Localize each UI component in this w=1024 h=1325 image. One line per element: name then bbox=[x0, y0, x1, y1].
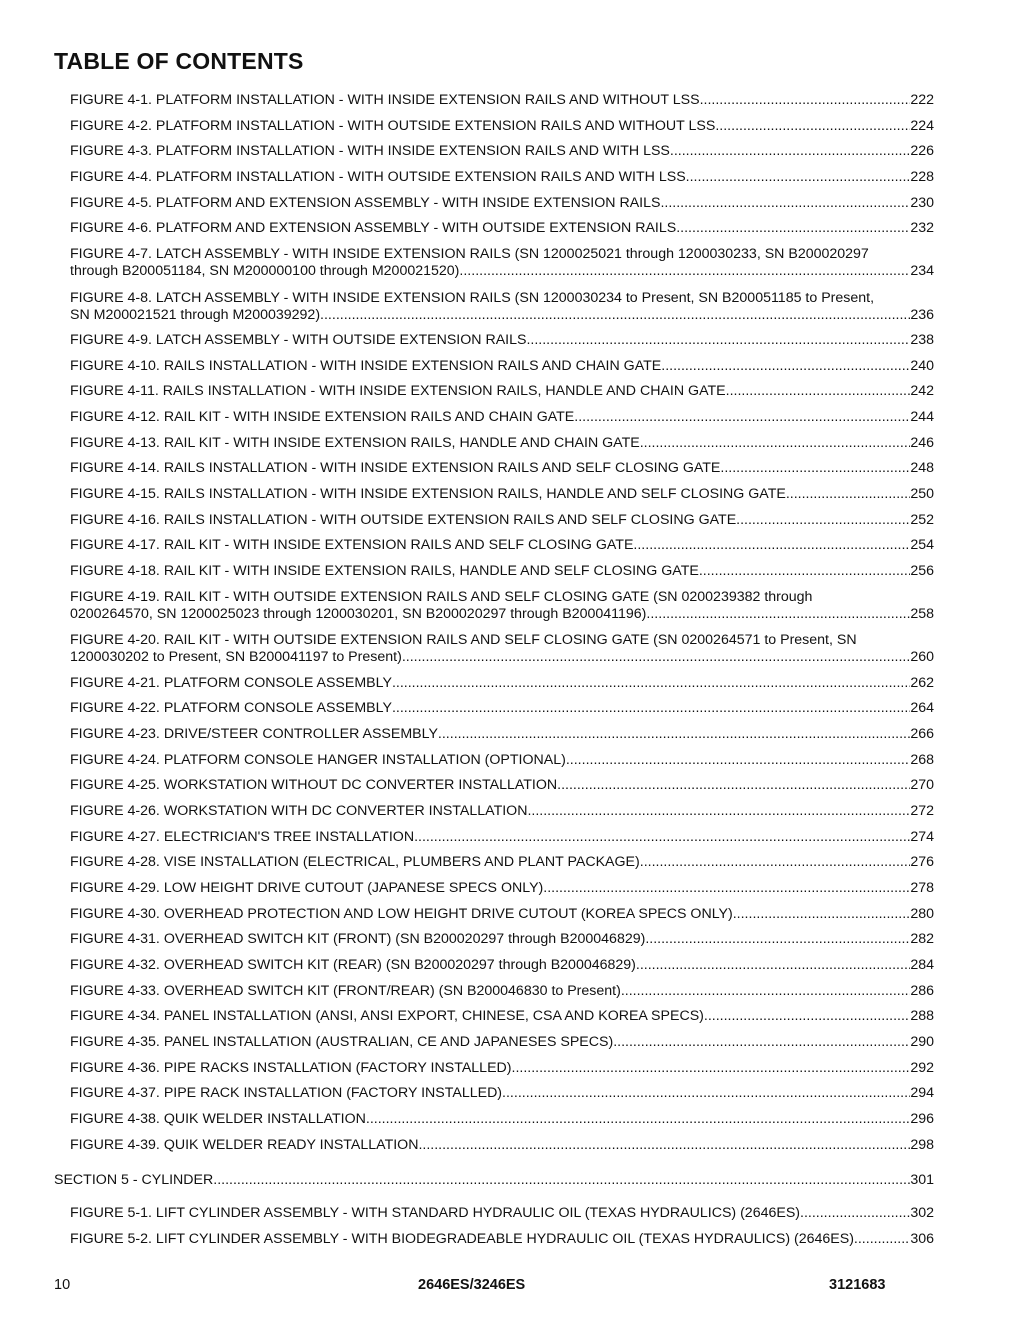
footer-doc-number: 3121683 bbox=[829, 1277, 886, 1293]
toc-entry-title: FIGURE 4-39. QUIK WELDER READY INSTALLATION bbox=[70, 1137, 419, 1153]
dot-leader bbox=[640, 854, 911, 871]
toc-entry-title: FIGURE 4-32. OVERHEAD SWITCH KIT (REAR) (SN B200020297 through B200046829) bbox=[70, 957, 636, 973]
dot-leader bbox=[633, 537, 910, 554]
toc-entry-page-number: 254 bbox=[910, 537, 934, 553]
toc-entry-page-number: 262 bbox=[910, 675, 934, 691]
dot-leader bbox=[527, 803, 910, 820]
dot-leader bbox=[320, 307, 910, 324]
toc-entry-title: FIGURE 4-24. PLATFORM CONSOLE HANGER INSTALLATION (OPTIONAL) bbox=[70, 752, 566, 768]
toc-figure-entry[interactable] bbox=[70, 1205, 934, 1222]
toc-entry-page-number: 298 bbox=[910, 1137, 934, 1153]
toc-figure-entry[interactable] bbox=[70, 803, 934, 820]
toc-figure-entry[interactable] bbox=[70, 486, 934, 503]
page-title: TABLE OF CONTENTS bbox=[54, 48, 304, 74]
toc-figure-entry[interactable] bbox=[70, 777, 934, 794]
toc-section-entry[interactable] bbox=[54, 1172, 934, 1189]
toc-entry-title: FIGURE 4-28. VISE INSTALLATION (ELECTRICAL, PLUMBERS AND PLANT PACKAGE) bbox=[70, 854, 640, 870]
toc-entry-title: FIGURE 4-33. OVERHEAD SWITCH KIT (FRONT/REAR) (SN B200046830 to Present) bbox=[70, 983, 621, 999]
toc-entry-title: FIGURE 4-2. PLATFORM INSTALLATION - WITH OUTSIDE EXTENSION RAILS AND WITHOUT LSS bbox=[70, 118, 716, 134]
toc-figure-entry[interactable] bbox=[70, 1008, 934, 1025]
toc-entry-page-number: 246 bbox=[910, 435, 934, 451]
toc-figure-entry[interactable] bbox=[70, 1231, 934, 1248]
toc-entry-page-number: 258 bbox=[910, 606, 934, 622]
toc-entry-page-number: 240 bbox=[910, 358, 934, 374]
toc-figure-entry[interactable] bbox=[70, 92, 934, 109]
toc-entry-title: SN M200021521 through M200039292) bbox=[70, 307, 321, 323]
dot-leader bbox=[715, 118, 910, 135]
toc-entry-page-number: 286 bbox=[910, 983, 934, 999]
toc-figure-entry[interactable] bbox=[70, 118, 934, 135]
footer-model: 2646ES/3246ES bbox=[418, 1277, 526, 1293]
toc-figure-entry[interactable] bbox=[70, 537, 934, 554]
toc-entry-title: FIGURE 4-22. PLATFORM CONSOLE ASSEMBLY bbox=[70, 700, 392, 716]
dot-leader bbox=[645, 931, 910, 948]
toc-figure-entry[interactable] bbox=[70, 829, 934, 846]
toc-figure-entry[interactable] bbox=[70, 1060, 934, 1077]
toc-entry-title: FIGURE 4-16. RAILS INSTALLATION - WITH OUTSIDE EXTENSION RAILS AND SELF CLOSING GATE bbox=[70, 512, 737, 528]
dot-leader bbox=[733, 906, 911, 923]
toc-entry-page-number: 224 bbox=[910, 118, 934, 134]
dot-leader bbox=[557, 777, 910, 794]
toc-entry-page-number: 278 bbox=[910, 880, 934, 896]
toc-figure-entry[interactable] bbox=[70, 409, 934, 426]
toc-figure-entry[interactable] bbox=[70, 957, 934, 974]
dot-leader bbox=[660, 195, 910, 212]
toc-entry-title-line: FIGURE 4-19. RAIL KIT - WITH OUTSIDE EXTENSION RAILS AND SELF CLOSING GATE (SN 0200239382 through bbox=[70, 589, 813, 605]
toc-entry-title: 0200264570, SN 1200025023 through 1200030201, SN B200020297 through B200041196) bbox=[70, 606, 647, 622]
toc-entry-page-number: 288 bbox=[910, 1008, 934, 1024]
dot-leader bbox=[213, 1172, 910, 1189]
dot-leader bbox=[512, 1060, 911, 1077]
dot-leader bbox=[686, 169, 911, 186]
toc-entry-title: through B200051184, SN M200000100 through M200021520) bbox=[70, 263, 460, 279]
toc-figure-entry[interactable] bbox=[70, 358, 934, 375]
toc-entry-title: FIGURE 4-1. PLATFORM INSTALLATION - WITH INSIDE EXTENSION RAILS AND WITHOUT LSS bbox=[70, 92, 700, 108]
toc-figure-entry[interactable] bbox=[70, 854, 934, 871]
dot-leader bbox=[459, 263, 910, 280]
toc-entry-title: FIGURE 4-21. PLATFORM CONSOLE ASSEMBLY bbox=[70, 675, 392, 691]
toc-entry-title: FIGURE 4-4. PLATFORM INSTALLATION - WITH OUTSIDE EXTENSION RAILS AND WITH LSS bbox=[70, 169, 686, 185]
toc-entry-title: FIGURE 4-31. OVERHEAD SWITCH KIT (FRONT) (SN B200020297 through B200046829) bbox=[70, 931, 646, 947]
toc-entry-page-number: 292 bbox=[910, 1060, 934, 1076]
toc-entry-title: FIGURE 4-25. WORKSTATION WITHOUT DC CONVERTER INSTALLATION bbox=[70, 777, 558, 793]
dot-leader bbox=[392, 700, 910, 717]
toc-figure-entry[interactable] bbox=[70, 246, 934, 280]
toc-entry-title: FIGURE 4-13. RAIL KIT - WITH INSIDE EXTENSION RAILS, HANDLE AND CHAIN GATE bbox=[70, 435, 640, 451]
toc-entry-title: FIGURE 4-15. RAILS INSTALLATION - WITH INSIDE EXTENSION RAILS, HANDLE AND SELF CLOSING GATE bbox=[70, 486, 786, 502]
toc-entry-title-line: FIGURE 4-7. LATCH ASSEMBLY - WITH INSIDE EXTENSION RAILS (SN 1200025021 through 1200030233, SN B200020297 bbox=[70, 246, 869, 262]
toc-entry-page-number: 290 bbox=[910, 1034, 934, 1050]
toc-entry-page-number: 228 bbox=[910, 169, 934, 185]
toc-figure-entry[interactable] bbox=[70, 880, 934, 897]
toc-entry-page-number: 234 bbox=[910, 263, 934, 279]
toc-figure-entry[interactable] bbox=[70, 383, 934, 400]
toc-entry-title: FIGURE 4-3. PLATFORM INSTALLATION - WITH INSIDE EXTENSION RAILS AND WITH LSS bbox=[70, 143, 670, 159]
toc-entry-title: FIGURE 4-6. PLATFORM AND EXTENSION ASSEMBLY - WITH OUTSIDE EXTENSION RAILS bbox=[70, 220, 677, 236]
toc-entry-page-number: 301 bbox=[910, 1172, 934, 1188]
toc-entry-page-number: 268 bbox=[910, 752, 934, 768]
toc-entry-page-number: 256 bbox=[910, 563, 934, 579]
dot-leader bbox=[646, 606, 910, 623]
dot-leader bbox=[800, 1205, 910, 1222]
toc-entry-page-number: 264 bbox=[910, 700, 934, 716]
toc-entry-title: FIGURE 4-14. RAILS INSTALLATION - WITH INSIDE EXTENSION RAILS AND SELF CLOSING GATE bbox=[70, 460, 721, 476]
toc-entry-title: FIGURE 4-17. RAIL KIT - WITH INSIDE EXTENSION RAILS AND SELF CLOSING GATE bbox=[70, 537, 634, 553]
toc-figure-entry[interactable] bbox=[70, 589, 934, 623]
toc-entry-title: FIGURE 4-34. PANEL INSTALLATION (ANSI, ANSI EXPORT, CHINESE, CSA AND KOREA SPECS) bbox=[70, 1008, 704, 1024]
dot-leader bbox=[418, 1137, 910, 1154]
dot-leader bbox=[661, 358, 910, 375]
toc-entry-page-number: 306 bbox=[910, 1231, 934, 1247]
toc-figure-entry[interactable] bbox=[70, 332, 934, 349]
dot-leader bbox=[366, 1111, 910, 1128]
toc-entry-title: FIGURE 4-29. LOW HEIGHT DRIVE CUTOUT (JAPANESE SPECS ONLY) bbox=[70, 880, 544, 896]
toc-figure-entry[interactable] bbox=[70, 143, 934, 160]
toc-entry-page-number: 222 bbox=[910, 92, 934, 108]
toc-figure-entry[interactable] bbox=[70, 195, 934, 212]
toc-figure-entry[interactable] bbox=[70, 700, 934, 717]
dot-leader bbox=[414, 829, 910, 846]
toc-figure-entry[interactable] bbox=[70, 563, 934, 580]
toc-entry-page-number: 232 bbox=[910, 220, 934, 236]
toc-entry-page-number: 252 bbox=[910, 512, 934, 528]
toc-entry-title: FIGURE 4-10. RAILS INSTALLATION - WITH INSIDE EXTENSION RAILS AND CHAIN GATE bbox=[70, 358, 662, 374]
toc-entry-page-number: 294 bbox=[910, 1085, 934, 1101]
toc-figure-entry[interactable] bbox=[70, 435, 934, 452]
dot-leader bbox=[786, 486, 911, 503]
footer-page-number: 10 bbox=[54, 1277, 71, 1293]
dot-leader bbox=[438, 726, 910, 743]
toc-entry-title: FIGURE 4-23. DRIVE/STEER CONTROLLER ASSEMBLY bbox=[70, 726, 438, 742]
toc-entry-title: FIGURE 4-18. RAIL KIT - WITH INSIDE EXTENSION RAILS, HANDLE AND SELF CLOSING GATE bbox=[70, 563, 699, 579]
toc-entry-title: SECTION 5 - CYLINDER bbox=[54, 1172, 214, 1188]
toc-figure-entry[interactable] bbox=[70, 169, 934, 186]
toc-entry-page-number: 242 bbox=[910, 383, 934, 399]
toc-figure-entry[interactable] bbox=[70, 1034, 934, 1051]
toc-figure-entry[interactable] bbox=[70, 726, 934, 743]
toc-entry-page-number: 302 bbox=[910, 1205, 934, 1221]
toc-figure-entry[interactable] bbox=[70, 983, 934, 1000]
dot-leader bbox=[676, 220, 910, 237]
toc-figure-entry[interactable] bbox=[70, 220, 934, 237]
dot-leader bbox=[526, 332, 910, 349]
toc-figure-entry[interactable] bbox=[70, 632, 934, 666]
toc-entry-page-number: 272 bbox=[910, 803, 934, 819]
toc-figure-entry[interactable] bbox=[70, 1111, 934, 1128]
toc-entry-page-number: 284 bbox=[910, 957, 934, 973]
toc-entry-page-number: 226 bbox=[910, 143, 934, 159]
toc-entry-page-number: 280 bbox=[910, 906, 934, 922]
toc-entry-title: FIGURE 4-30. OVERHEAD PROTECTION AND LOW HEIGHT DRIVE CUTOUT (KOREA SPECS ONLY) bbox=[70, 906, 733, 922]
dot-leader bbox=[543, 880, 910, 897]
toc-entry-page-number: 266 bbox=[910, 726, 934, 742]
toc-entry-title: FIGURE 4-9. LATCH ASSEMBLY - WITH OUTSIDE EXTENSION RAILS bbox=[70, 332, 527, 348]
toc-entry-title: FIGURE 4-27. ELECTRICIAN'S TREE INSTALLATION bbox=[70, 829, 415, 845]
toc-entry-title-line: FIGURE 4-20. RAIL KIT - WITH OUTSIDE EXTENSION RAILS AND SELF CLOSING GATE (SN 0200264571 to Present, SN bbox=[70, 632, 857, 648]
toc-entry-title: FIGURE 4-38. QUIK WELDER INSTALLATION bbox=[70, 1111, 366, 1127]
toc-entry-title: FIGURE 5-2. LIFT CYLINDER ASSEMBLY - WITH BIODEGRADEABLE HYDRAULIC OIL (TEXAS HYDRAULICS) (2646ES) bbox=[70, 1231, 854, 1247]
toc-entry-title: FIGURE 4-12. RAIL KIT - WITH INSIDE EXTENSION RAILS AND CHAIN GATE bbox=[70, 409, 575, 425]
toc-entry-title: FIGURE 4-5. PLATFORM AND EXTENSION ASSEMBLY - WITH INSIDE EXTENSION RAILS bbox=[70, 195, 661, 211]
dot-leader bbox=[726, 383, 911, 400]
toc-entry-page-number: 238 bbox=[910, 332, 934, 348]
dot-leader bbox=[636, 957, 910, 974]
toc-entry-page-number: 236 bbox=[910, 307, 934, 323]
toc-figure-entry[interactable] bbox=[70, 290, 934, 324]
toc-entry-title: FIGURE 4-11. RAILS INSTALLATION - WITH INSIDE EXTENSION RAILS, HANDLE AND CHAIN GATE bbox=[70, 383, 726, 399]
toc-entry-title: FIGURE 4-35. PANEL INSTALLATION (AUSTRALIAN, CE AND JAPANESES SPECS) bbox=[70, 1034, 614, 1050]
toc-figure-entry[interactable] bbox=[70, 752, 934, 769]
dot-leader bbox=[621, 983, 910, 1000]
toc-entry-title: 1200030202 to Present, SN B200041197 to Present) bbox=[70, 649, 402, 665]
toc-figure-entry[interactable] bbox=[70, 1085, 934, 1102]
dot-leader bbox=[854, 1231, 910, 1248]
toc-entry-page-number: 244 bbox=[910, 409, 934, 425]
toc-entry-page-number: 248 bbox=[910, 460, 934, 476]
toc-entry-page-number: 296 bbox=[910, 1111, 934, 1127]
toc-figure-entry[interactable] bbox=[70, 675, 934, 692]
dot-leader bbox=[502, 1085, 910, 1102]
toc-figure-entry[interactable] bbox=[70, 460, 934, 477]
toc-entry-title: FIGURE 4-26. WORKSTATION WITH DC CONVERTER INSTALLATION bbox=[70, 803, 528, 819]
toc-entry-title: FIGURE 4-37. PIPE RACK INSTALLATION (FACTORY INSTALLED) bbox=[70, 1085, 503, 1101]
toc-entry-title: FIGURE 4-36. PIPE RACKS INSTALLATION (FACTORY INSTALLED) bbox=[70, 1060, 512, 1076]
dot-leader bbox=[640, 435, 911, 452]
dot-leader bbox=[392, 675, 910, 692]
toc-figure-entry[interactable] bbox=[70, 512, 934, 529]
dot-leader bbox=[699, 563, 910, 580]
dot-leader bbox=[720, 460, 910, 477]
toc-figure-entry[interactable] bbox=[70, 906, 934, 923]
dot-leader bbox=[566, 752, 910, 769]
dot-leader bbox=[736, 512, 910, 529]
dot-leader bbox=[613, 1034, 910, 1051]
toc-entry-title-line: FIGURE 4-8. LATCH ASSEMBLY - WITH INSIDE EXTENSION RAILS (SN 1200030234 to Present, SN B200051185 to Present, bbox=[70, 290, 875, 306]
toc-entry-title: FIGURE 5-1. LIFT CYLINDER ASSEMBLY - WITH STANDARD HYDRAULIC OIL (TEXAS HYDRAULICS) (2646ES) bbox=[70, 1205, 801, 1221]
toc-entry-page-number: 274 bbox=[910, 829, 934, 845]
toc-entry-page-number: 250 bbox=[910, 486, 934, 502]
dot-leader bbox=[402, 649, 911, 666]
toc-entry-page-number: 282 bbox=[910, 931, 934, 947]
toc-entry-page-number: 270 bbox=[910, 777, 934, 793]
dot-leader bbox=[574, 409, 910, 426]
dot-leader bbox=[700, 92, 911, 109]
dot-leader bbox=[704, 1008, 910, 1025]
toc-figure-entry[interactable] bbox=[70, 1137, 934, 1154]
toc-entry-page-number: 260 bbox=[910, 649, 934, 665]
dot-leader bbox=[670, 143, 910, 160]
toc-entry-page-number: 276 bbox=[910, 854, 934, 870]
toc-entry-page-number: 230 bbox=[910, 195, 934, 211]
toc-figure-entry[interactable] bbox=[70, 931, 934, 948]
